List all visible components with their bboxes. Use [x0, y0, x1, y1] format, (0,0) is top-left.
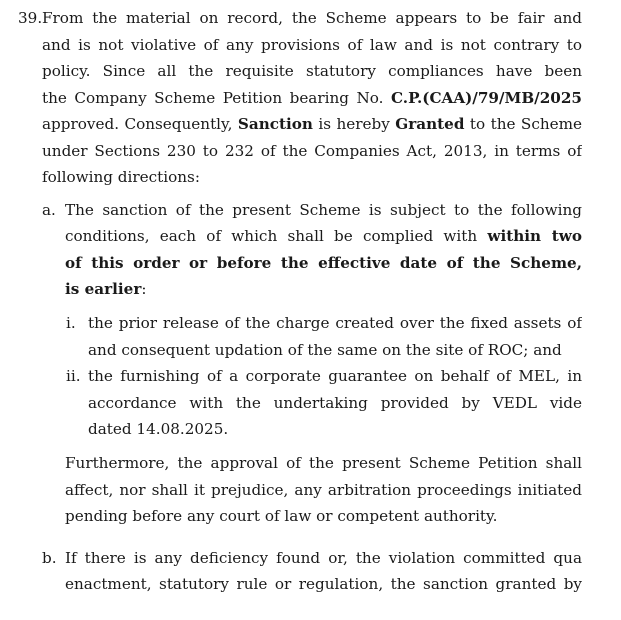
petition-number: C.P.(CAA)/79/MB/2025	[390, 89, 582, 107]
sub-item-i-marker: i.	[66, 314, 76, 332]
item-b-line-1: If there is any deficiency found or, the violation committed qua	[65, 549, 582, 567]
paragraph-39-line-7: following directions:	[42, 168, 200, 186]
sub-item-ii-line-3: dated 14.08.2025.	[88, 420, 229, 438]
paragraph-39-line-2: and is not violative of any provisions of law and is not contrary to	[42, 36, 582, 54]
item-b-marker: b.	[42, 549, 57, 567]
paragraph-39-line-5: approved. Consequently, Sanction is hereby Granted to the Scheme	[42, 115, 582, 133]
item-a-line-2: conditions, each of which shall be complied with within two	[65, 227, 582, 245]
paragraph-number: 39.	[18, 9, 43, 27]
sanction-word: Sanction	[237, 115, 313, 133]
sub-item-i-line-2: and consequent updation of the same on the site of ROC; and	[88, 341, 562, 359]
paragraph-39-line-4: the Company Scheme Petition bearing No. C.P.(CAA)/79/MB/2025	[42, 89, 582, 107]
paragraph-39-line-3: policy. Since all the requisite statutory compliances have been	[42, 62, 582, 80]
item-a-line-1: The sanction of the present Scheme is subject to the following	[65, 201, 582, 219]
granted-word: Granted	[395, 115, 465, 133]
item-a-line-4: is earlier:	[65, 280, 147, 298]
sub-item-i-line-1: the prior release of the charge created over the fixed assets of	[88, 314, 582, 332]
sub-item-ii-line-1: the furnishing of a corporate guarantee on behalf of MEL, in	[88, 367, 582, 385]
sub-item-ii-marker: ii.	[66, 367, 81, 385]
furthermore-line-2: affect, nor shall it prejudice, any arbitration proceedings initiated	[65, 481, 582, 499]
paragraph-39-line-6: under Sections 230 to 232 of the Companies Act, 2013, in terms of	[42, 142, 582, 160]
sub-item-ii-line-2: accordance with the undertaking provided by VEDL vide	[88, 394, 582, 412]
item-b-line-2: enactment, statutory rule or regulation, the sanction granted by	[65, 575, 582, 593]
furthermore-line-1: Furthermore, the approval of the present Scheme Petition shall	[65, 454, 582, 472]
item-a-marker: a.	[42, 201, 56, 219]
item-a-line-3: of this order or before the effective date of the Scheme,	[65, 254, 582, 272]
furthermore-line-3: pending before any court of law or competent authority.	[65, 507, 498, 525]
paragraph-39-line-1: From the material on record, the Scheme appears to be fair and	[42, 9, 582, 27]
